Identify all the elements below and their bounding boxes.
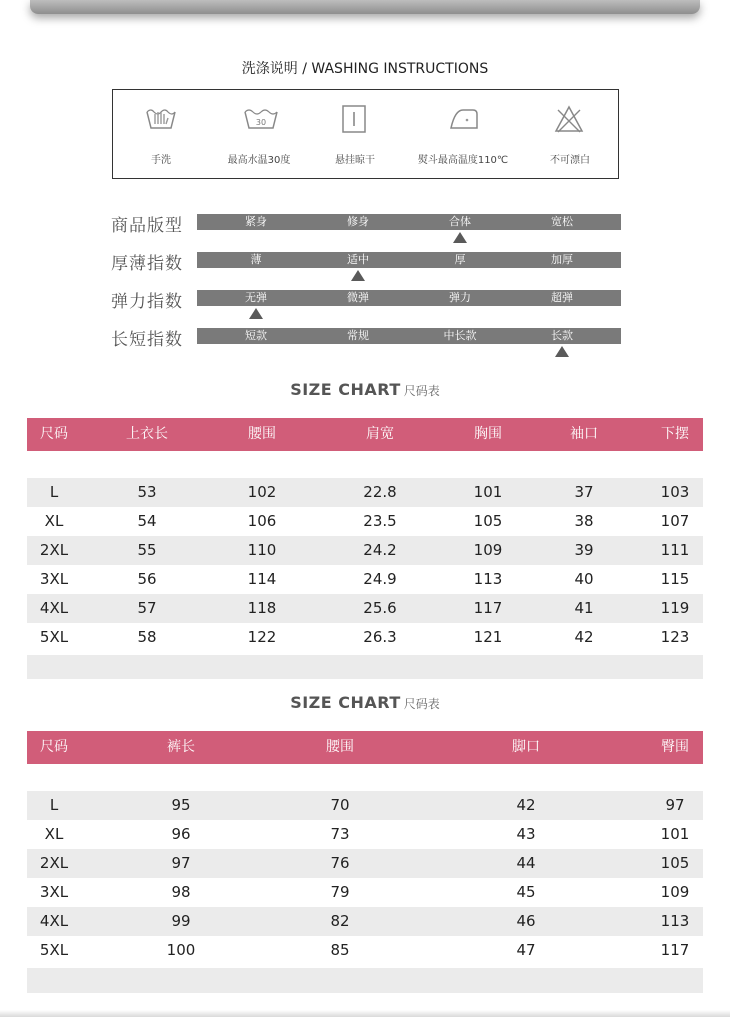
table-cell: 57 bbox=[137, 599, 157, 617]
washing-instructions-box bbox=[112, 89, 619, 179]
table-cell: 4XL bbox=[39, 599, 69, 617]
size-chart-title-zh: 尺码表 bbox=[403, 384, 440, 398]
table-cell: 53 bbox=[137, 483, 157, 501]
table-cell: 4XL bbox=[39, 912, 69, 930]
table-cell: 39 bbox=[574, 541, 594, 559]
table-cell: 103 bbox=[660, 483, 690, 501]
table-cell: 2XL bbox=[39, 541, 69, 559]
table-cell: L bbox=[49, 796, 59, 814]
attr-marker-elasticity bbox=[249, 308, 263, 319]
table-cell: 82 bbox=[330, 912, 350, 930]
table-row bbox=[27, 565, 703, 594]
attr-bar-length bbox=[197, 328, 621, 344]
header-cell: 下摆 bbox=[661, 426, 689, 442]
table-cell: 110 bbox=[247, 541, 277, 559]
table-row bbox=[27, 791, 703, 820]
wash-item-iron bbox=[403, 90, 523, 178]
table-cell: 101 bbox=[473, 483, 503, 501]
table-cell: XL bbox=[44, 512, 64, 530]
table-row bbox=[27, 507, 703, 536]
attr-bar-thickness bbox=[197, 252, 621, 268]
table-row bbox=[27, 478, 703, 507]
attr-option: 加厚 bbox=[551, 253, 573, 266]
attr-option: 合体 bbox=[449, 215, 471, 228]
table-cell: 37 bbox=[574, 483, 594, 501]
table-cell: 3XL bbox=[39, 883, 69, 901]
table-cell: 109 bbox=[473, 541, 503, 559]
table-cell: 24.9 bbox=[363, 570, 397, 588]
table-cell: 22.8 bbox=[363, 483, 397, 501]
table-row bbox=[27, 878, 703, 907]
table-cell: 99 bbox=[171, 912, 191, 930]
header-cell: 裤长 bbox=[167, 739, 195, 755]
table-cell: 118 bbox=[247, 599, 277, 617]
attr-option: 中长款 bbox=[443, 329, 477, 342]
table-cell: 58 bbox=[137, 628, 157, 646]
header-cell: 臀围 bbox=[661, 739, 689, 755]
wash-label: 悬挂晾干 bbox=[335, 155, 375, 166]
table-row bbox=[27, 536, 703, 565]
table-cell: 122 bbox=[247, 628, 277, 646]
table-cell: 123 bbox=[660, 628, 690, 646]
table-cell: 98 bbox=[171, 883, 191, 901]
table-cell: 85 bbox=[330, 941, 350, 959]
wash-label: 不可漂白 bbox=[550, 155, 590, 166]
size-chart-title-en: SIZE CHART bbox=[290, 380, 401, 399]
hang-dry-icon bbox=[339, 104, 369, 134]
attr-option: 长款 bbox=[551, 329, 573, 342]
table-cell: 43 bbox=[516, 825, 536, 843]
size-chart-title-en: SIZE CHART bbox=[290, 693, 401, 712]
wash-item-no-bleach bbox=[510, 90, 630, 178]
size-chart-title-top bbox=[0, 380, 730, 399]
header-cell: 尺码 bbox=[40, 739, 68, 755]
attr-option: 微弹 bbox=[347, 291, 369, 304]
table-cell: 109 bbox=[660, 883, 690, 901]
size-table-top bbox=[27, 418, 703, 679]
table-cell: 102 bbox=[247, 483, 277, 501]
header-cell: 腰围 bbox=[326, 739, 354, 755]
attr-option: 短款 bbox=[245, 329, 267, 342]
table-cell: 3XL bbox=[39, 570, 69, 588]
no-bleach-icon bbox=[554, 104, 584, 134]
table-cell: 23.5 bbox=[363, 512, 397, 530]
table-cell: 117 bbox=[660, 941, 690, 959]
attr-marker-fit bbox=[453, 232, 467, 243]
wash-30-icon bbox=[243, 104, 279, 134]
attr-option: 薄 bbox=[250, 253, 262, 266]
table-cell: 114 bbox=[247, 570, 277, 588]
table-cell: 96 bbox=[171, 825, 191, 843]
attr-label-thickness: 厚薄指数 bbox=[111, 254, 183, 274]
table-header bbox=[27, 418, 703, 451]
top-shadow-bar bbox=[30, 0, 700, 14]
attr-option: 紧身 bbox=[245, 215, 267, 228]
bottom-shadow-strip bbox=[0, 1010, 730, 1017]
table-cell: 97 bbox=[171, 854, 191, 872]
header-cell: 肩宽 bbox=[366, 426, 394, 442]
table-cell: 113 bbox=[660, 912, 690, 930]
table-cell: 55 bbox=[137, 541, 157, 559]
attr-label-elasticity: 弹力指数 bbox=[111, 292, 183, 312]
table-header bbox=[27, 731, 703, 764]
attr-option: 弹力 bbox=[449, 291, 471, 304]
table-cell: 107 bbox=[660, 512, 690, 530]
table-cell: 42 bbox=[516, 796, 536, 814]
table-cell: 113 bbox=[473, 570, 503, 588]
table-cell: 70 bbox=[330, 796, 350, 814]
table-cell: 95 bbox=[171, 796, 191, 814]
header-cell: 袖口 bbox=[570, 426, 598, 442]
table-cell: 5XL bbox=[39, 941, 69, 959]
table-cell: 42 bbox=[574, 628, 594, 646]
attr-option: 厚 bbox=[454, 253, 466, 266]
table-cell: 24.2 bbox=[363, 541, 397, 559]
table-cell: 54 bbox=[137, 512, 157, 530]
table-cell: 40 bbox=[574, 570, 594, 588]
attr-option: 超弹 bbox=[551, 291, 573, 304]
attr-option: 常规 bbox=[347, 329, 369, 342]
table-footer-band bbox=[27, 655, 703, 679]
size-chart-title-zh: 尺码表 bbox=[403, 697, 440, 711]
table-row bbox=[27, 820, 703, 849]
table-cell: 115 bbox=[660, 570, 690, 588]
table-row bbox=[27, 594, 703, 623]
wash-label: 手洗 bbox=[151, 155, 171, 166]
attr-label-length: 长短指数 bbox=[111, 330, 183, 350]
header-cell: 腰围 bbox=[248, 426, 276, 442]
table-cell: 46 bbox=[516, 912, 536, 930]
attr-label-fit: 商品版型 bbox=[111, 216, 183, 236]
size-chart-title-bottom bbox=[0, 693, 730, 712]
attr-option: 无弹 bbox=[245, 291, 267, 304]
table-cell: 2XL bbox=[39, 854, 69, 872]
header-cell: 上衣长 bbox=[126, 426, 168, 442]
table-cell: 117 bbox=[473, 599, 503, 617]
table-row bbox=[27, 936, 703, 965]
table-cell: 73 bbox=[330, 825, 350, 843]
attr-option: 宽松 bbox=[551, 215, 573, 228]
table-cell: 45 bbox=[516, 883, 536, 901]
wash-temp-text: 30 bbox=[255, 118, 267, 127]
table-cell: 79 bbox=[330, 883, 350, 901]
attr-bar-fit bbox=[197, 214, 621, 230]
table-cell: 97 bbox=[665, 796, 685, 814]
wash-label: 最高水温30度 bbox=[227, 155, 291, 166]
table-cell: 111 bbox=[660, 541, 690, 559]
table-footer-band bbox=[27, 968, 703, 993]
table-cell: 38 bbox=[574, 512, 594, 530]
table-cell: 56 bbox=[137, 570, 157, 588]
header-cell: 脚口 bbox=[512, 739, 540, 755]
table-cell: 105 bbox=[660, 854, 690, 872]
attr-marker-thickness bbox=[351, 270, 365, 281]
table-cell: 119 bbox=[660, 599, 690, 617]
table-cell: 101 bbox=[660, 825, 690, 843]
table-cell: 105 bbox=[473, 512, 503, 530]
table-cell: 44 bbox=[516, 854, 536, 872]
hand-wash-icon bbox=[145, 104, 177, 134]
table-row bbox=[27, 623, 703, 652]
attr-option: 修身 bbox=[347, 215, 369, 228]
header-cell: 胸围 bbox=[474, 426, 502, 442]
table-cell: XL bbox=[44, 825, 64, 843]
attr-marker-length bbox=[555, 346, 569, 357]
table-cell: L bbox=[49, 483, 59, 501]
table-row bbox=[27, 849, 703, 878]
wash-label: 熨斗最高温度110℃ bbox=[417, 155, 509, 166]
size-table-bottom bbox=[27, 731, 703, 993]
table-cell: 5XL bbox=[39, 628, 69, 646]
table-cell: 41 bbox=[574, 599, 594, 617]
attr-bar-elasticity bbox=[197, 290, 621, 306]
table-cell: 121 bbox=[473, 628, 503, 646]
attr-option: 适中 bbox=[347, 253, 369, 266]
washing-title: 洗涤说明 / WASHING INSTRUCTIONS bbox=[241, 61, 489, 77]
table-cell: 106 bbox=[247, 512, 277, 530]
table-row bbox=[27, 907, 703, 936]
table-cell: 76 bbox=[330, 854, 350, 872]
iron-icon bbox=[447, 104, 481, 134]
table-cell: 100 bbox=[166, 941, 196, 959]
table-cell: 26.3 bbox=[363, 628, 397, 646]
wash-item-hang-dry bbox=[295, 90, 415, 178]
table-cell: 25.6 bbox=[363, 599, 397, 617]
header-cell: 尺码 bbox=[40, 426, 68, 442]
table-cell: 47 bbox=[516, 941, 536, 959]
